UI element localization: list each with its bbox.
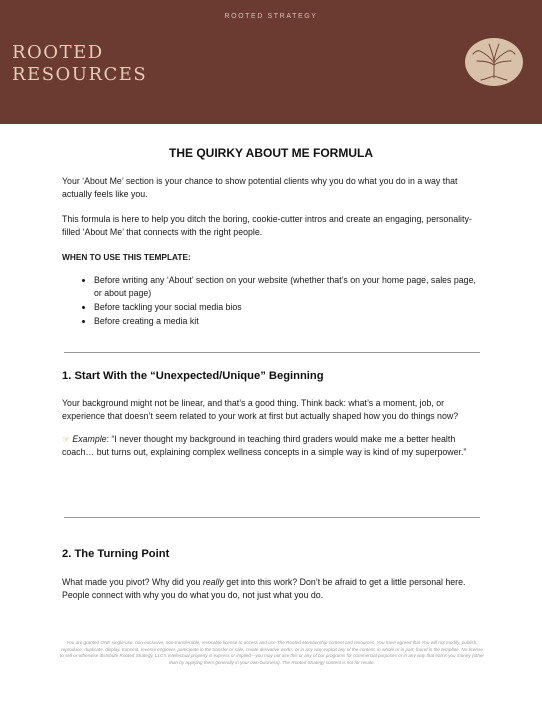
- section2-body-start: What made you pivot? Why did you: [62, 577, 203, 587]
- when-to-use-heading: WHEN TO USE THIS TEMPLATE:: [62, 252, 191, 262]
- section2-heading: 2. The Turning Point: [62, 548, 170, 560]
- section2-body: [62, 576, 482, 602]
- brand-title-line2: RESOURCES: [12, 64, 148, 85]
- section2-body-end: get into this work? Don’t be afraid to get a little personal here. People connect with why you do what you do, not just what you do.: [62, 577, 466, 600]
- section1-body: Your background might not be linear, and that’s a good thing. Think back: what’s a moment, job, or experience that doesn’t seem related to your work at first but actually shaped how you do things now?: [62, 398, 459, 421]
- legal-notice: You are granted ONE single-use, non-exclusive, non-transferable, revocable license to access and use The Rooted Membership content and resources. You have agreed that You will not modify, publish, reproduce, duplicate, display, transmit, reverse engineer, participate in the transfer or sale, create derivative works, or in any way exploit any of the content, in whole or in part, found in the template. No license to sell or otherwise distribute Rooted Strategy, LLC’s intellectual property is express or implied—you may not use this or any of our programs for commercial purposes or in any way that earns you money (other than by applying them generally in your own business). The Rooted Strategy content is not for resale.: [60, 640, 484, 665]
- section1-example: [62, 433, 482, 459]
- section2-body-block: [62, 576, 482, 612]
- header-banner: [0, 0, 542, 124]
- pointing-hand-icon: ☞: [62, 434, 70, 444]
- list-item: • Before writing any ‘About’ section on your website (whether that’s on your home page, sales page, or about page): [94, 274, 482, 300]
- section1-body-block: [62, 397, 482, 469]
- intro-paragraph: This formula is here to help you ditch the boring, cookie-cutter intros and create an engaging, personality-filled ‘About Me’ that connects with the right people.: [62, 214, 472, 237]
- intro-section: [62, 175, 482, 329]
- divider: [64, 517, 480, 518]
- section1-heading: 1. Start With the “Unexpected/Unique” Beginning: [62, 370, 324, 382]
- example-text: : “I never thought my background in teaching third graders would make me a better health coach… but turns out, explaining complex wellness concepts in a simple way is kind of my superpower.”: [62, 434, 467, 457]
- brand-top-label: ROOTED STRATEGY: [224, 13, 318, 20]
- section2-body-emphasis: really: [202, 577, 224, 587]
- page-title: THE QUIRKY ABOUT ME FORMULA: [169, 146, 373, 160]
- tree-roots-icon: [464, 37, 524, 87]
- divider: [64, 352, 480, 353]
- list-item: • Before creating a media kit: [94, 315, 482, 328]
- intro-paragraph: Your ‘About Me’ section is your chance to show potential clients why you do what you do in a way that actually feels like you.: [62, 176, 458, 199]
- example-label: Example: [72, 434, 107, 444]
- brand-title-line1: ROOTED: [12, 42, 104, 63]
- brand-title: [12, 42, 147, 86]
- list-item: • Before tackling your social media bios: [94, 301, 482, 314]
- when-to-use-list: [62, 274, 482, 328]
